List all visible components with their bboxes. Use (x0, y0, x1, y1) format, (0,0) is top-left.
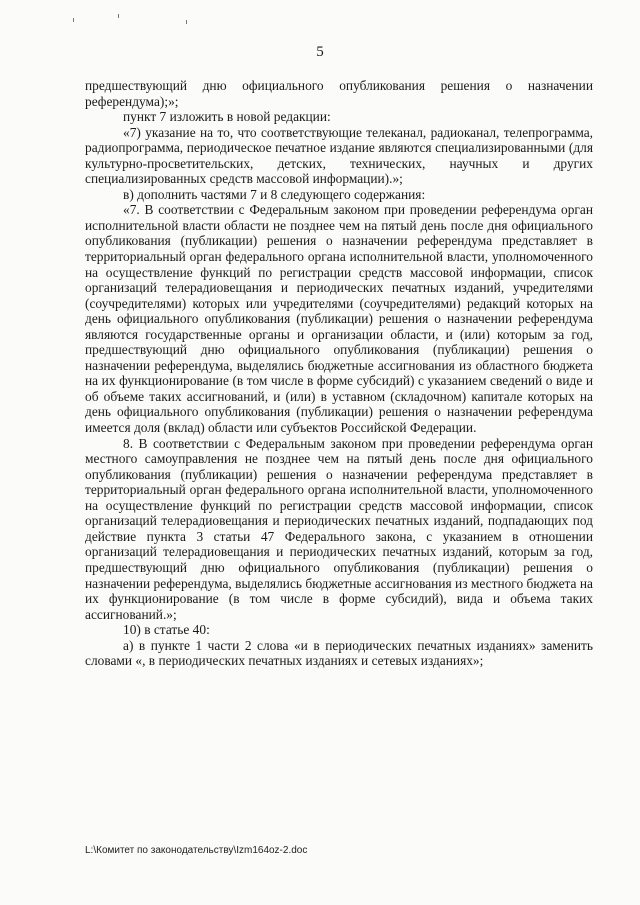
paragraph-article-40: 10) в статье 40: (123, 622, 210, 638)
scan-speck (73, 18, 74, 22)
paragraph-part-7: «7. В соответствии с Федеральным законом при проведении референдума орган исполнительной власти области не позднее чем на пятый день после дня официального опубликования (публикации) решения о назначении референдума представляет в территориальный орган федерального органа исполнительной власти, уполномоченного на осуществление функций по регистрации средств массовой информации, список организаций телерадиовещания и периодических печатных изданий, учредителями (соучредителями) которых или учредителями (соучредителями) редакций которых на день официального опубликования (публикации) решения о назначении референдума являются государственные органы и организации области, и (или) которым за год, предшествующий дню официального опубликования (публикации) решения о назначении референдума, выделялись бюджетные ассигнования из областного бюджета на их функционирование (в том числе в форме субсидий) с указанием сведений о виде и об объеме таких ассигнований, и (или) в уставном (складочном) капитале которых на день официального опубликования (публикации) решения о назначении референдума имеется доля (вклад) области или субъектов Российской Федерации. (85, 202, 593, 436)
scan-speck (118, 14, 119, 18)
paragraph-continuation: предшествующий дню официального опубликования решения о назначении референдума);»; (85, 78, 593, 109)
paragraph-point-7-text: «7) указание на то, что соответствующие телеканал, радиоканал, телепрограмма, радиопрограмма, периодическое печатное издание являются специализированными (для культурно-просветительских, детских, технических, научных и других специализированных средств массовой информации).»; (85, 124, 593, 187)
paragraph-point-7-intro: пункт 7 изложить в новой редакции: (123, 109, 331, 125)
page-number: 5 (316, 44, 324, 60)
document-body (85, 78, 593, 669)
paragraph-part-8: 8. В соответствии с Федеральным законом при проведении референдума орган местного самоуправления не позднее чем на пятый день после дня официального опубликования (публикации) решения о назначении референдума представляет в территориальный орган федерального органа исполнительной власти, уполномоченного на осуществление функций по регистрации средств массовой информации, список организаций телерадиовещания и периодических печатных изданий, подпадающих под действие пункта 3 статьи 47 Федерального закона, с указанием в отношении организаций телерадиовещания и периодических печатных изданий, которым за год, предшествующий дню официального опубликования (публикации) решения о назначении референдума, выделялись бюджетные ассигнования из местного бюджета на их функционирование (в том числе в форме субсидий), вида и объема таких ассигнований.»; (85, 435, 593, 622)
paragraph-article-40-a: а) в пункте 1 части 2 слова «и в периодических печатных изданиях» заменить словами «, в периодических печатных изданиях и сетевых изданиях»; (85, 637, 593, 669)
file-path-footer: L:\Комитет по законодательству\Izm164oz-2.doc (85, 845, 308, 856)
scan-speck (186, 20, 187, 24)
paragraph-add-parts-intro: в) дополнить частями 7 и 8 следующего содержания: (123, 186, 426, 202)
